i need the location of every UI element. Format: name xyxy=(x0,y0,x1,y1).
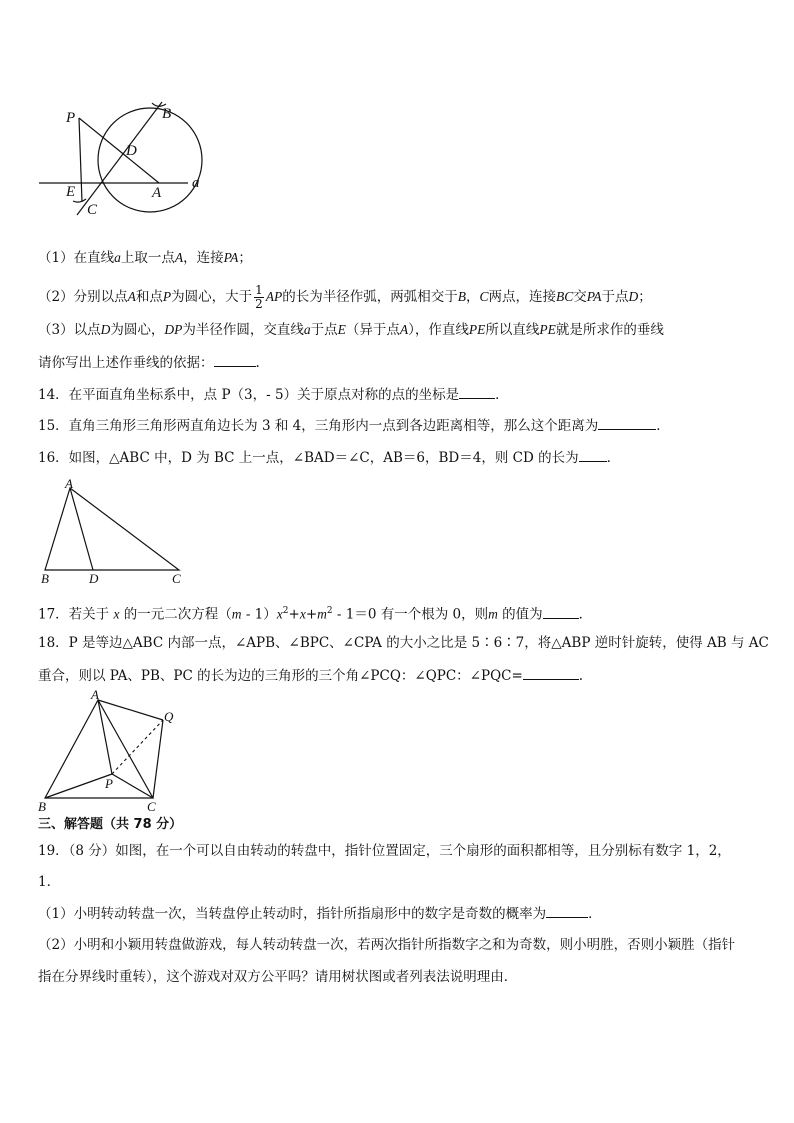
text: 16．如图，△ABC 中，D 为 BC 上一点，∠BAD＝∠C，AB＝6，BD＝4，则 CD 的长为 xyxy=(38,450,579,466)
var: E xyxy=(337,322,346,337)
text: 指在分界线时重转），这个游戏对双方公平吗？请用树状图或者列表法说明理由． xyxy=(38,969,518,985)
text: 上取一点 xyxy=(120,250,175,266)
var: m xyxy=(488,606,498,622)
text: ． xyxy=(588,906,602,922)
label-d: D xyxy=(89,571,99,586)
text: 19．（8 分）如图，在一个可以自由转动的转盘中，指针位置固定，三个扇形的面积都相等，且分别标有数字 1，2， xyxy=(38,843,731,859)
var: DP xyxy=(164,322,183,337)
text: ），作直线 xyxy=(408,322,469,338)
text: ． xyxy=(606,450,621,466)
label-b: B xyxy=(38,799,46,814)
label-a: A xyxy=(91,687,99,702)
text: ，连接 xyxy=(183,250,224,266)
text: + xyxy=(305,606,318,623)
line-bc xyxy=(77,102,162,215)
label-c: C xyxy=(172,571,181,586)
step-3 xyxy=(38,320,664,340)
var: D xyxy=(628,289,639,304)
denominator: 2 xyxy=(255,297,263,311)
text: （2）小明和小颖用转盘做游戏，每人转动转盘一次，若两次指针所指数字之和为奇数，则小明胜，否则小颖胜（指针 xyxy=(38,937,736,953)
label-line-a: a xyxy=(192,175,200,191)
var: PE xyxy=(468,322,486,337)
text: 18．P 是等边△ABC 内部一点，∠APB、∠BPC、∠CPA 的大小之比是 5∶6∶7，将△ABP 逆时针旋转，使得 AB 与 AC xyxy=(38,635,769,651)
text: 的值为 xyxy=(497,606,543,623)
var: x xyxy=(276,606,283,622)
question-16 xyxy=(38,447,620,468)
step-2 xyxy=(38,284,652,311)
text: . xyxy=(578,668,584,684)
text: 的长为半径作弧，两弧相交于 xyxy=(282,289,458,305)
question-15 xyxy=(38,415,670,436)
answer-blank[interactable] xyxy=(523,665,579,680)
exponent: 2 xyxy=(282,606,289,616)
exponent: 2 xyxy=(326,606,333,616)
question-14 xyxy=(38,384,509,405)
question-19-line-2 xyxy=(38,872,60,892)
question-18-line-1 xyxy=(38,633,769,653)
text: （异于点 xyxy=(345,322,400,338)
text: （1）在直线 xyxy=(38,250,115,266)
text: ， xyxy=(465,289,480,305)
question-17 xyxy=(38,601,592,625)
step-ask xyxy=(38,352,260,373)
text: 三、解答题（共 78 分） xyxy=(38,817,183,832)
text: 于点 xyxy=(310,322,338,338)
text: 于点 xyxy=(601,289,629,305)
numerator: 1 xyxy=(255,283,263,297)
text: - 1＝0 有一个根为 0，则 xyxy=(332,606,489,623)
text: 的一元二次方程（ xyxy=(119,606,232,623)
var: PA xyxy=(586,289,602,304)
text: 为圆心， xyxy=(110,322,165,338)
answer-blank[interactable] xyxy=(543,604,579,619)
text: 两点，连接 xyxy=(488,289,556,305)
text: + xyxy=(288,606,300,623)
var: PE xyxy=(539,322,556,337)
answer-blank[interactable] xyxy=(579,447,607,462)
question-19-part-2-line-2 xyxy=(38,967,517,987)
var: AP xyxy=(265,289,283,304)
text: . xyxy=(255,355,260,371)
answer-blank[interactable] xyxy=(459,384,495,399)
segment-pq-dashed xyxy=(112,720,163,774)
label-c: C xyxy=(147,799,156,814)
question-19-line-1 xyxy=(38,841,731,861)
label-c: C xyxy=(87,202,98,218)
text: ； xyxy=(638,289,652,305)
answer-blank[interactable] xyxy=(546,903,588,918)
text: 和点 xyxy=(135,289,163,305)
var: B xyxy=(457,289,466,304)
text: 1． xyxy=(38,874,61,890)
fraction-half xyxy=(254,284,264,311)
label-p: P xyxy=(105,776,113,791)
label-a: A xyxy=(65,476,73,491)
label-e: E xyxy=(66,184,76,200)
segment-ad xyxy=(70,488,93,570)
var: a xyxy=(303,322,311,337)
question-19-part-2-line-1 xyxy=(38,935,735,955)
var: A xyxy=(399,322,409,337)
segment-ap xyxy=(98,700,112,774)
text: （3）以点 xyxy=(38,322,101,338)
circle-d xyxy=(98,108,202,212)
label-b: B xyxy=(41,571,49,586)
question-18-line-2 xyxy=(38,665,583,686)
section-3-heading xyxy=(38,815,182,835)
label-b: B xyxy=(162,106,172,122)
line-pe xyxy=(79,118,82,202)
figure-circle-construction xyxy=(30,90,220,225)
label-d: D xyxy=(126,143,137,159)
triangle-abc xyxy=(45,700,153,798)
text: 重合，则以 PA、PB、PC 的长为边的三角形的三个角∠PCQ：∠QPC：∠PQC= xyxy=(38,668,523,684)
answer-blank[interactable] xyxy=(598,415,656,430)
var: D xyxy=(100,322,111,337)
text: ． xyxy=(578,606,593,623)
var: A xyxy=(127,289,136,304)
label-a: A xyxy=(152,185,162,201)
text: 请你写出上述作垂线的依据： xyxy=(38,355,214,371)
triangle-abc xyxy=(45,488,179,570)
var: a xyxy=(114,250,121,265)
var: A xyxy=(174,250,184,265)
var: BC xyxy=(556,289,574,304)
text: 15．直角三角形三角形两直角边长为 3 和 4，三角形内一点到各边距离相等，那么这个距离为 xyxy=(38,418,599,434)
text: 交 xyxy=(573,289,587,305)
text: ． xyxy=(495,387,509,403)
text: 为圆心，大于 xyxy=(171,289,253,305)
text: ． xyxy=(656,418,670,434)
text: 就是所求作的垂线 xyxy=(555,322,664,338)
text: （1）小明转动转盘一次，当转盘停止转动时，指针所指扇形中的数字是奇数的概率为 xyxy=(38,906,547,922)
var: x xyxy=(299,606,306,622)
figure-triangle-abd xyxy=(35,476,195,586)
var: PA xyxy=(223,250,239,265)
label-p: P xyxy=(66,110,76,126)
text: 14．在平面直角坐标系中，点 P（3，- 5）关于原点对称的点的坐标是 xyxy=(38,387,460,403)
text: （2）分别以点 xyxy=(38,289,128,305)
label-q: Q xyxy=(164,709,174,724)
question-19-part-1 xyxy=(38,903,602,924)
var: C xyxy=(479,289,489,304)
var: P xyxy=(162,289,172,304)
var: m xyxy=(231,606,242,622)
text: 所以直线 xyxy=(485,322,540,338)
var: m xyxy=(317,606,327,622)
segment-cq xyxy=(153,720,163,798)
text: - 1） xyxy=(241,606,277,623)
line-pa xyxy=(79,118,159,183)
var: x xyxy=(113,606,120,622)
text: ； xyxy=(238,250,252,266)
step-1 xyxy=(38,248,252,268)
segment-bp xyxy=(45,774,112,798)
figure-rotation-triangle xyxy=(35,688,195,814)
text: 17．若关于 xyxy=(38,606,114,623)
answer-blank[interactable] xyxy=(214,352,256,367)
text: 为半径作圆，交直线 xyxy=(182,322,304,338)
